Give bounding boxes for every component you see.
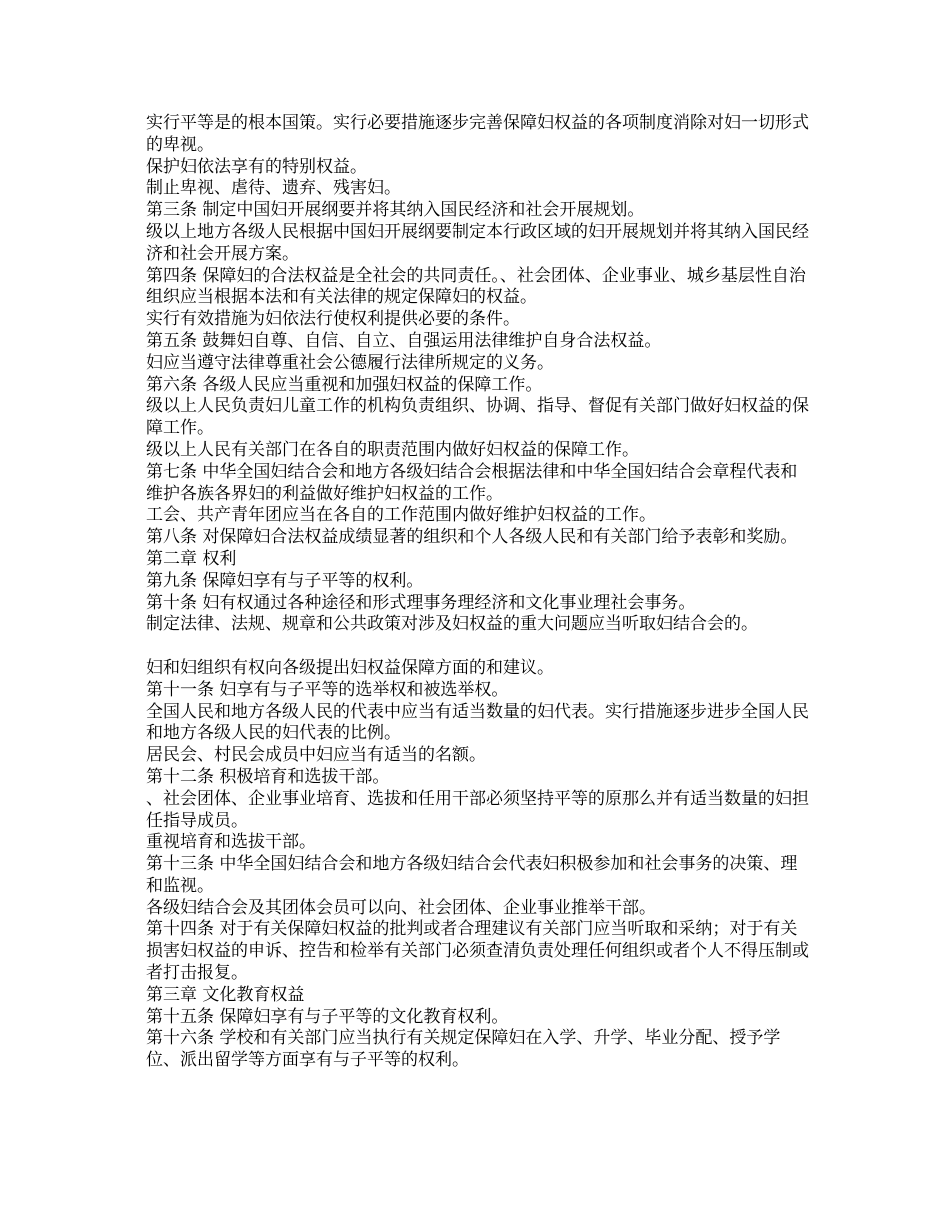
article-heading: 第三条 制定中国妇开展纲要并将其纳入国民经济和社会开展规划。 (146, 200, 645, 221)
paragraph: 居民会、村民会成员中妇应当有适当的名额。 (146, 745, 486, 766)
article-heading: 第十二条 积极培育和选拔干部。 (146, 766, 390, 787)
paragraph: 级以上地方各级人民根据中国妇开展纲要制定本行政区域的妇开展规划并将其纳入国民经济和社会开展方案。 (146, 221, 809, 264)
article-heading: 第十一条 妇享有与子平等的选举权和被选举权。 (146, 679, 509, 700)
blank-line (146, 636, 811, 658)
paragraph: 实行有效措施为妇依法行使权利提供必要的条件。 (146, 309, 520, 330)
paragraph: 全国人民和地方各级人民的代表中应当有适当数量的妇代表。实行措施逐步进步全国人民和地方各级人民的妇代表的比例。 (146, 701, 809, 744)
paragraph: 级以上人民有关部门在各自的职责范围内做好妇权益的保障工作。 (146, 439, 639, 460)
paragraph: 妇和妇组织有权向各级提出妇权益保障方面的和建议。 (146, 657, 554, 678)
paragraph: 各级妇结合会及其团体会员可以向、社会团体、企业事业推举干部。 (146, 897, 656, 918)
article-heading: 第十六条 学校和有关部门应当执行有关规定保障妇在入学、升学、毕业分配、授予学位、派出留学等方面享有与子平等的权利。 (146, 1028, 781, 1071)
paragraph: 重视培育和选拔干部。 (146, 832, 316, 853)
article-heading: 第九条 保障妇享有与子平等的权利。 (146, 570, 424, 591)
article-heading: 第七条 中华全国妇结合会和地方各级妇结合会根据法律和中华全国妇结合会章程代表和维护各族各界妇的利益做好维护妇权益的工作。 (146, 461, 798, 504)
paragraph: 实行平等是的根本国策。实行必要措施逐步完善保障妇权益的各项制度消除对妇一切形式的卑视。 (146, 113, 809, 155)
article-heading: 第五条 鼓舞妇自尊、自信、自立、自强运用法律维护自身合法权益。 (146, 330, 662, 351)
paragraph: 工会、共产青年团应当在各自的工作范围内做好维护妇权益的工作。 (146, 505, 656, 526)
paragraph: 保护妇依法享有的特别权益。 (146, 156, 367, 177)
paragraph: 妇应当遵守法律尊重社会公德履行法律所规定的义务。 (146, 352, 554, 373)
article-heading: 第十三条 中华全国妇结合会和地方各级妇结合会代表妇积极参加和社会事务的决策、理和监视。 (146, 854, 798, 896)
chapter-heading: 第二章 权利 (146, 548, 237, 569)
paragraph: 、社会团体、企业事业培育、选拔和任用干部必须坚持平等的原那么并有适当数量的妇担任指导成员。 (146, 788, 809, 831)
paragraph: 级以上人民负责妇儿童工作的机构负责组织、协调、指导、督促有关部门做好妇权益的保障工作。 (146, 396, 809, 439)
article-heading: 第四条 保障妇的合法权益是全社会的共同责任。、社会团体、企业事业、城乡基层性自治组织应当根据本法和有关法律的规定保障妇的权益。 (146, 265, 806, 308)
article-heading: 第十四条 对于有关保障妇权益的批判或者合理建议有关部门应当听取和采纳；对于有关损害妇权益的申诉、控告和检举有关部门必须查清负责处理任何组织或者个人不得压制或者打击报复。 (146, 919, 809, 984)
paragraph: 制止卑视、虐待、遗弃、残害妇。 (146, 178, 401, 199)
article-heading: 第十条 妇有权通过各种途径和形式理事务理经济和文化事业理社会事务。 (146, 592, 696, 613)
article-heading: 第八条 对保障妇合法权益成绩显著的组织和个人各级人民和有关部门给予表彰和奖励。 (146, 527, 798, 548)
chapter-heading: 第三章 文化教育权益 (146, 984, 305, 1005)
article-heading: 第十五条 保障妇享有与子平等的文化教育权利。 (146, 1006, 509, 1027)
article-heading: 第六条 各级人民应当重视和加强妇权益的保障工作。 (146, 374, 543, 395)
paragraph: 制定法律、法规、规章和公共政策对涉及妇权益的重大问题应当听取妇结合会的。 (146, 614, 758, 635)
document-body (146, 113, 811, 1072)
